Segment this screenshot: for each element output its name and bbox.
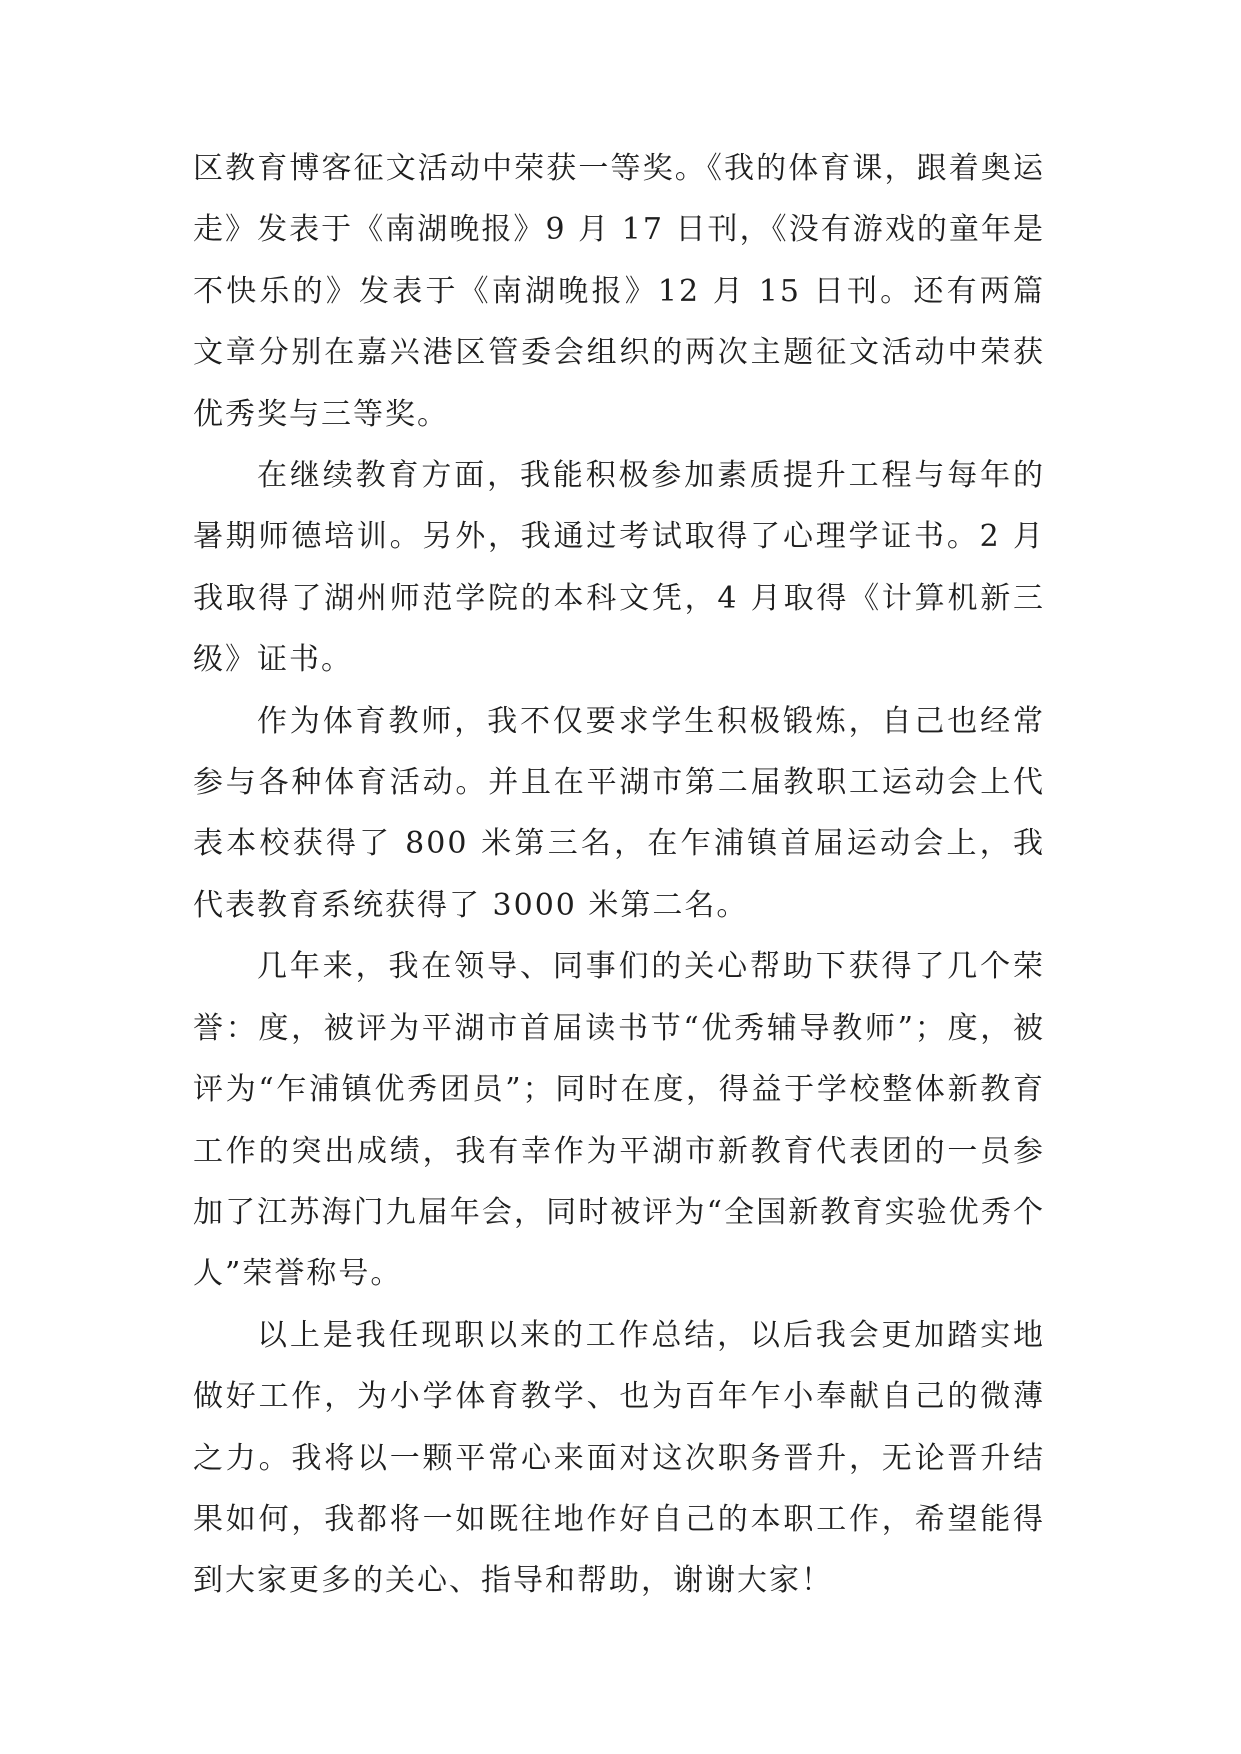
- paragraph-sports-activities: 作为体育教师，我不仅要求学生积极锻炼，自己也经常参与各种体育活动。并且在平湖市第二届教职工运动会上代表本校获得了 800 米第三名，在乍浦镇首届运动会上，我代表教育系统获得了 3000 米第二名。: [193, 703, 1045, 923]
- document-body: [193, 138, 1045, 1612]
- paragraph-conclusion: 以上是我任现职以来的工作总结，以后我会更加踏实地做好工作，为小学体育教学、也为百年乍小奉献自己的微薄之力。我将以一颗平常心来面对这次职务晋升，无论晋升结果如何，我都将一如既往地作好自己的本职工作，希望能得到大家更多的关心、指导和帮助，谢谢大家！: [193, 1317, 1045, 1599]
- paragraph-honors: 几年来，我在领导、同事们的关心帮助下获得了几个荣誉：度，被评为平湖市首届读书节“优秀辅导教师”；度，被评为“乍浦镇优秀团员”；同时在度，得益于学校整体新教育工作的突出成绩，我有幸作为平湖市新教育代表团的一员参加了江苏海门九届年会，同时被评为“全国新教育实验优秀个人”荣誉称号。: [193, 949, 1045, 1292]
- paragraph-continuing-education: 在继续教育方面，我能积极参加素质提升工程与每年的暑期师德培训。另外，我通过考试取得了心理学证书。2 月我取得了湖州师范学院的本科文凭，4 月取得《计算机新三级》证书。: [193, 458, 1045, 678]
- paragraph-awards-continued: 区教育博客征文活动中荣获一等奖。《我的体育课，跟着奥运走》发表于《南湖晚报》9 月 17 日刊，《没有游戏的童年是不快乐的》发表于《南湖晚报》12 月 15 日刊。还有两篇文章分别在嘉兴港区管委会组织的两次主题征文活动中荣获优秀奖与三等奖。: [193, 151, 1045, 432]
